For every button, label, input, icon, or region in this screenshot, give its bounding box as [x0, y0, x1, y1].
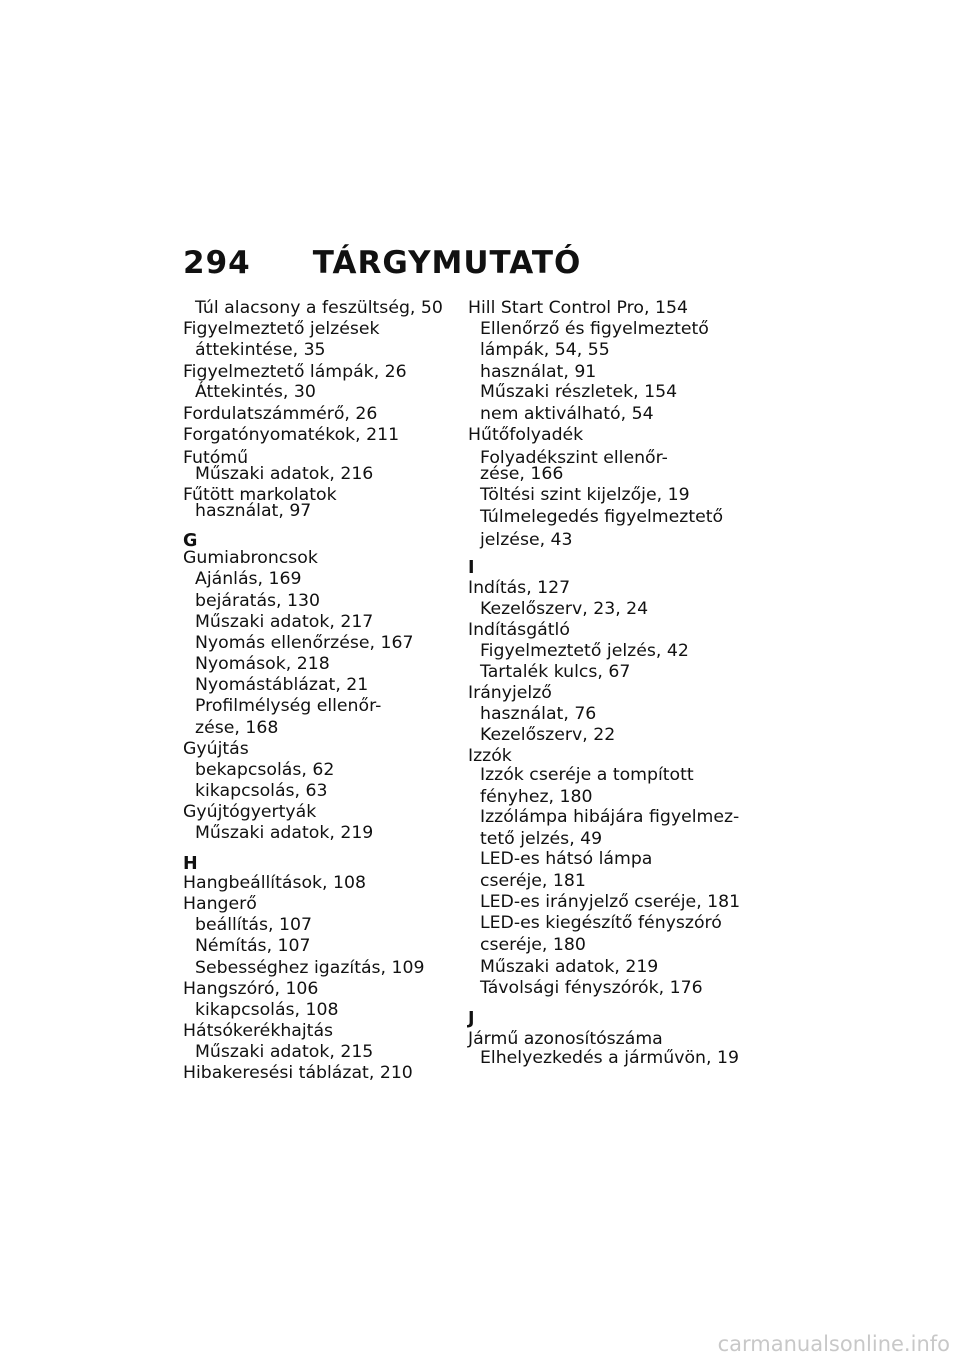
index-entry: Gyújtógyertyák [183, 802, 317, 822]
index-subentry: Ellenőrző és figyelmeztető [480, 319, 709, 339]
index-entry: Fordulatszámmérő, 26 [183, 404, 378, 424]
index-subentry: LED-es kiegészítő fényszóró [480, 913, 722, 933]
index-entry: Hangszóró, 106 [183, 979, 319, 999]
index-subentry: Figyelmeztető jelzés, 42 [480, 641, 689, 661]
index-subentry: Sebességhez igazítás, 109 [195, 958, 425, 978]
index-subentry: Profilmélység ellenőr- [195, 696, 382, 716]
index-subentry: LED-es hátsó lámpa [480, 849, 653, 869]
index-subentry: Műszaki adatok, 215 [195, 1042, 374, 1062]
index-subentry: beállítás, 107 [195, 915, 312, 935]
index-subentry: Műszaki adatok, 219 [480, 957, 659, 977]
page-title: TÁRGYMUTATÓ [312, 245, 582, 281]
index-subentry: Nyomástáblázat, 21 [195, 675, 369, 695]
index-subentry: zése, 168 [195, 718, 279, 738]
index-subentry: Kezelőszerv, 23, 24 [480, 599, 649, 619]
index-subentry: Tartalék kulcs, 67 [480, 662, 631, 682]
index-subentry: Izzók cseréje a tompított [480, 765, 694, 785]
index-entry: Hill Start Control Pro, 154 [468, 298, 688, 318]
index-subentry: Kezelőszerv, 22 [480, 725, 616, 745]
index-subentry: használat, 76 [480, 704, 597, 724]
index-letter-heading: I [468, 558, 475, 578]
index-subentry: Ajánlás, 169 [195, 569, 302, 589]
watermark: carmanualsonline.info [717, 1332, 950, 1356]
index-subentry: Áttekintés, 30 [195, 382, 316, 402]
index-subentry: bekapcsolás, 62 [195, 760, 335, 780]
index-subentry: lámpák, 54, 55 [480, 340, 610, 360]
index-subentry: kikapcsolás, 108 [195, 1000, 339, 1020]
index-subentry: bejáratás, 130 [195, 591, 321, 611]
index-entry: Gyújtás [183, 739, 249, 759]
index-entry: Hátsókerékhajtás [183, 1021, 334, 1041]
page-number: 294 [183, 245, 251, 281]
index-subentry: használat, 97 [195, 501, 312, 521]
index-subentry: zése, 166 [480, 464, 564, 484]
index-entry: Jármű azonosítószáma [468, 1029, 663, 1049]
index-subentry: Műszaki adatok, 217 [195, 612, 374, 632]
index-letter-heading: J [468, 1009, 475, 1029]
index-subentry: Távolsági fényszórók, 176 [480, 978, 703, 998]
index-entry: Indításgátló [468, 620, 570, 640]
index-subentry: nem aktiválható, 54 [480, 404, 654, 424]
index-entry: Indítás, 127 [468, 578, 571, 598]
index-entry: Fűtött markolatok [183, 485, 337, 505]
index-entry: Forgatónyomatékok, 211 [183, 425, 400, 445]
index-subentry: jelzése, 43 [480, 530, 573, 550]
index-letter-heading: H [183, 854, 198, 874]
index-subentry: kikapcsolás, 63 [195, 781, 328, 801]
index-subentry: Töltési szint kijelzője, 19 [480, 485, 690, 505]
index-subentry: Túlmelegedés figyelmeztető [480, 507, 724, 527]
index-subentry: Izzólámpa hibájára figyelmez- [480, 807, 740, 827]
index-entry: Figyelmeztető lámpák, 26 [183, 362, 407, 382]
index-entry: Hangbeállítások, 108 [183, 873, 367, 893]
index-subentry: Nyomások, 218 [195, 654, 330, 674]
index-subentry: Műszaki adatok, 219 [195, 823, 374, 843]
index-subentry: áttekintése, 35 [195, 340, 326, 360]
index-subentry: Elhelyezkedés a járművön, 19 [480, 1048, 739, 1068]
index-subentry: cseréje, 180 [480, 935, 586, 955]
index-subentry: használat, 91 [480, 362, 597, 382]
index-subentry: cseréje, 181 [480, 871, 586, 891]
index-entry: Gumiabroncsok [183, 548, 318, 568]
index-subentry: Némítás, 107 [195, 936, 311, 956]
index-subentry: tető jelzés, 49 [480, 829, 603, 849]
index-subentry: Műszaki részletek, 154 [480, 382, 678, 402]
index-subentry: Műszaki adatok, 216 [195, 464, 374, 484]
index-subentry: Nyomás ellenőrzése, 167 [195, 633, 414, 653]
index-entry: Irányjelző [468, 683, 552, 703]
index-subentry: LED-es irányjelző cseréje, 181 [480, 892, 741, 912]
index-subentry: Folyadékszint ellenőr- [480, 448, 668, 468]
index-subentry: Túl alacsony a feszültség, 50 [195, 298, 443, 318]
index-entry: Hibakeresési táblázat, 210 [183, 1063, 413, 1083]
index-letter-heading: G [183, 531, 198, 551]
index-entry: Hűtőfolyadék [468, 425, 584, 445]
index-subentry: fényhez, 180 [480, 787, 593, 807]
index-entry: Figyelmeztető jelzések [183, 319, 380, 339]
index-entry: Futómű [183, 448, 249, 468]
index-entry: Hangerő [183, 894, 257, 914]
page-header [183, 245, 581, 281]
index-entry: Izzók [468, 746, 512, 766]
